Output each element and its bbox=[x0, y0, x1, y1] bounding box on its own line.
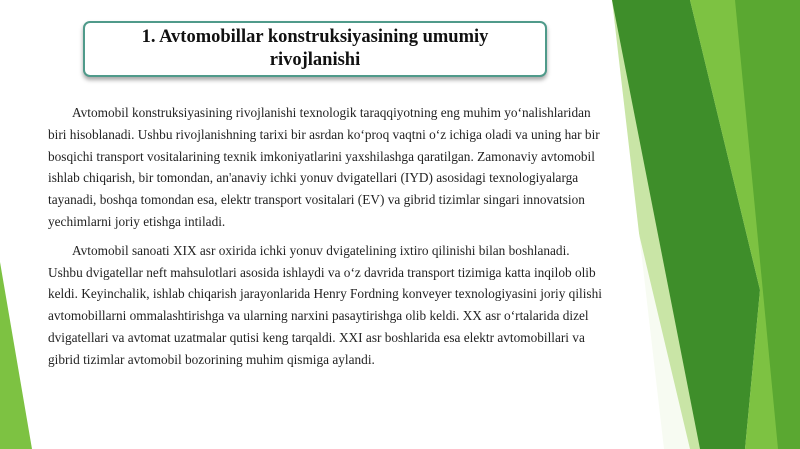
title-box bbox=[83, 21, 547, 77]
slide-title: 1. Avtomobillar konstruksiyasining umumiy rivojlanishi bbox=[141, 27, 489, 70]
left-green-triangle bbox=[0, 262, 32, 449]
body-text bbox=[48, 102, 604, 378]
paragraph-2: Avtomobil sanoati XIX asr oxirida ichki yonuv dvigatelining ixtiro qilinishi bilan boshlanadi. Ushbu dvigatellar neft mahsulotlari asosida ishlaydi va o‘z davrida transport tizimiga katta inqilob olib keldi. Keyinchalik, ishlab chiqarish jarayonlarida Henry Fordning konveyer texnologiyasini joriy qilishi avtomobillarni ommalashtirishga va ularning narxini pasaytirishga olib keldi. XX asr o‘rtalarida dizel dvigatellari va avtomat uzatmalar qutisi keng tarqaldi. XXI asr boshlarida esa elektr avtomobillari va gibrid tizimlar avtomobil bozorining muhim qismiga aylandi. bbox=[48, 242, 602, 367]
paragraph-1: Avtomobil konstruksiyasining rivojlanishi texnologik taraqqiyotning eng muhim yo‘nalishlaridan biri hisoblanadi. Ushbu rivojlanishning tarixi bir asrdan ko‘proq vaqtni o‘z ichiga oladi va uning har bir bosqichi transport vositalarining texnik imkoniyatlarini yaxshilashga qaratilgan. Zamonaviy avtomobil ishlab chiqarish, bir tomondan, an'anaviy ichki yonuv dvigatellari (IYD) asosidagi texnologiyalarga tayanadi, boshqa tomondan esa, elektr transport vositalari (EV) va gibrid tizimlar singari innovatsion yechimlarni joriy etishga intiladi. bbox=[48, 105, 600, 229]
